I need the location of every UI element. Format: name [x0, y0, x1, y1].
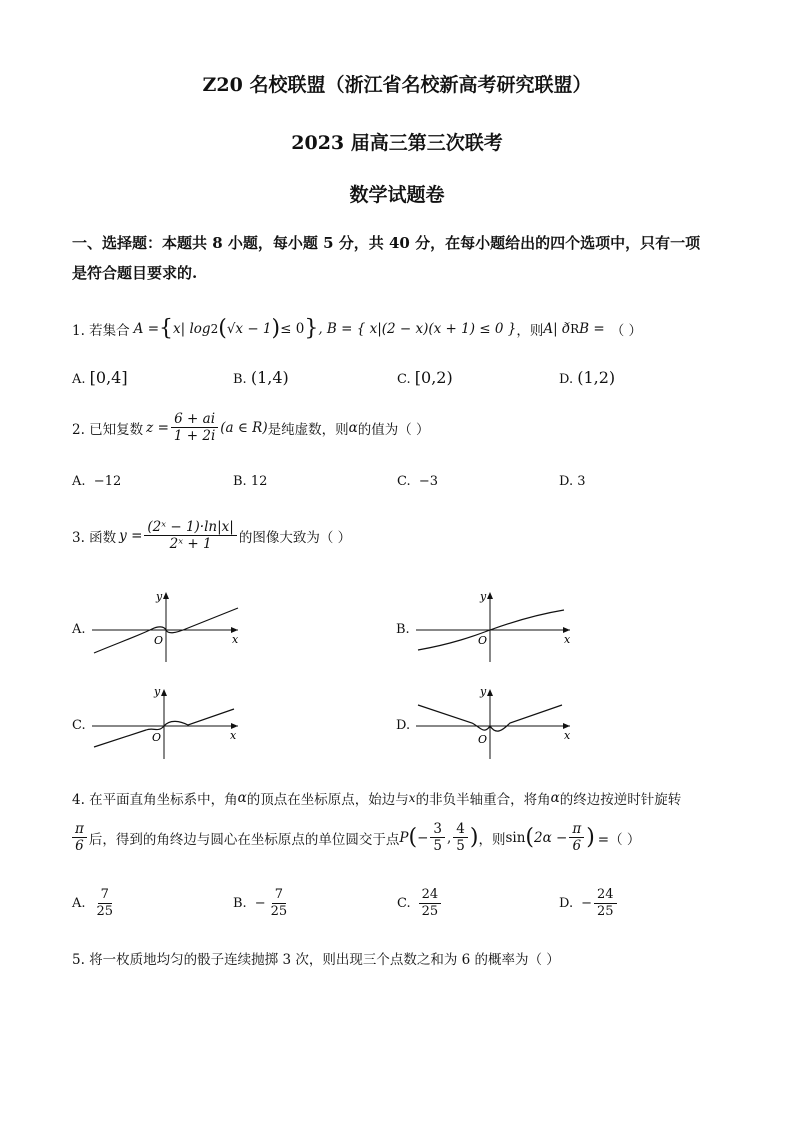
y-axis-arrow	[487, 592, 493, 599]
y-label: y	[154, 685, 161, 698]
q1-set-a-body: x| log	[173, 320, 211, 337]
q4-option-a: A. $\frac{7}{25}$	[72, 887, 114, 919]
q3-graph-a	[88, 586, 248, 666]
q3-fraction: $\frac{\text{(2ˣ − 1)·ln|x|}}{\text{2ˣ + 1}}$	[144, 520, 236, 551]
section-heading-line1: 一、选择题：本题共 8 小题，每小题 5 分，共 40 分，在每小题给出的四个选项中，只有一项	[72, 234, 701, 252]
y-label: y	[480, 685, 487, 698]
q4-point-x: $\frac{3}{5}$	[430, 822, 445, 853]
q4-sin-pi-over-6: $\frac{\pi}{6}$	[569, 822, 584, 853]
q4-x-var: x	[408, 791, 416, 805]
q1-expr-end: B =	[579, 320, 605, 337]
q3-graph-b	[412, 586, 577, 666]
q2-alpha: α	[348, 419, 358, 436]
exam-title-line1: Z20 名校联盟（浙江省名校新高考研究联盟）	[202, 74, 592, 96]
q2-suffix: 的值为（ ）	[357, 421, 430, 438]
q1-expr: A| ð	[543, 320, 571, 337]
q3-graph-c	[88, 683, 248, 763]
question-1: 1. 若集合 A = { x| log 2 ( √x − 1 ) ≤ 0 } , B = { x|(2 − x)(x + 1) ≤ 0 } ，则 A| ð R B = （ ）	[72, 316, 642, 341]
exam-title-line3: 数学试题卷	[349, 184, 445, 206]
q2-text-mid: 是纯虚数，则	[267, 421, 349, 438]
q1-prefix: 1. 若集合	[72, 322, 130, 339]
q1-option-b: B. (1,4)	[233, 368, 289, 387]
q4-sin: sin	[505, 829, 526, 846]
question-4-line1	[72, 788, 681, 808]
q2-z-eq: z =	[146, 419, 169, 436]
q2-option-b: B. 12	[233, 474, 268, 489]
origin-label: O	[478, 733, 488, 746]
q1-set-a-sub: 2	[210, 321, 219, 336]
question-2	[72, 412, 430, 443]
question-3	[72, 520, 351, 551]
q1-answer-paren: （ ）	[610, 322, 642, 339]
q3-option-a-label: A.	[72, 622, 86, 637]
q4-eq-paren: =（ ）	[597, 831, 641, 848]
y-axis-arrow	[487, 689, 493, 696]
q4-alpha: α	[237, 790, 247, 806]
question-5: 5. 将一枚质地均匀的骰子连续抛掷 3 次，则出现三个点数之和为 6 的概率为（ ）	[72, 952, 560, 968]
q4-line2-then: ，则	[478, 831, 506, 848]
q1-set-a-cond: ≤ 0	[280, 320, 305, 337]
question-4-line2: $\frac{\pi}{6}$ 后，得到的角终边与圆心在坐标原点的单位圆交于点 P ( − $\frac{3}{5}$ , $\frac{4}{5}$ ) ，则 sin ( 2α − $\frac{\pi}{6}$ ) =（ ）	[72, 822, 640, 853]
q3-option-c-label: C.	[72, 718, 86, 733]
x-label: x	[564, 729, 571, 742]
q1-suffix: ，则	[516, 322, 544, 339]
q1-expr-sub: R	[570, 321, 580, 336]
y-axis-arrow	[161, 689, 167, 696]
exam-title-line2: 2023 届高三第三次联考	[291, 132, 503, 154]
q4-sin-arg: 2α −	[534, 829, 568, 846]
q1-option-d: D. (1,2)	[559, 368, 616, 387]
q1-set-a-lhs: A =	[133, 320, 160, 337]
origin-label: O	[154, 634, 164, 647]
q4-point-y: $\frac{4}{5}$	[453, 822, 468, 853]
q3-y-eq: y =	[119, 527, 143, 544]
origin-label: O	[478, 634, 488, 647]
q1-option-a: A. [0,4]	[72, 368, 128, 387]
q3-prefix: 3. 函数	[72, 529, 117, 546]
q3-option-d-label: D.	[396, 718, 411, 733]
origin-label: O	[152, 731, 162, 744]
q4-alpha-2: α	[550, 790, 560, 806]
q3-suffix: 的图像大致为（ ）	[238, 529, 352, 546]
q2-option-d: D. 3	[559, 474, 586, 489]
x-label: x	[232, 633, 239, 646]
q4-line2-text: 后，得到的角终边与圆心在坐标原点的单位圆交于点	[88, 831, 400, 848]
x-label: x	[230, 729, 237, 742]
q4-line1-mid2: 的非负半轴重合，将角	[415, 792, 551, 808]
q4-line1-prefix: 4. 在平面直角坐标系中，角	[72, 792, 238, 808]
q4-option-c: C. $\frac{24}{25}$	[397, 888, 443, 918]
q4-line1-suffix: 的终边按逆时针旋转	[559, 792, 682, 808]
q2-prefix: 2. 已知复数	[72, 421, 144, 438]
x-label: x	[564, 633, 571, 646]
q1-set-b: , B = { x|(2 − x)(x + 1) ≤ 0 }	[318, 320, 517, 337]
q2-fraction: $\frac{6 + ai}{1 + 2i}$	[171, 412, 218, 443]
q2-option-a: A. −12	[72, 474, 122, 489]
q4-option-b: B. − $\frac{7}{25}$	[233, 887, 288, 919]
q4-pi-over-6: $\frac{\pi}{6}$	[72, 822, 87, 853]
q4-point-label: P	[399, 829, 409, 846]
q1-option-c: C. [0,2)	[397, 368, 453, 387]
q2-option-c: C. −3	[397, 474, 439, 489]
q3-graph-d	[412, 683, 577, 763]
y-axis-arrow	[163, 592, 169, 599]
y-label: y	[480, 590, 487, 603]
section-heading-line2: 是符合题目要求的.	[72, 264, 198, 282]
q4-line1-mid1: 的顶点在坐标原点，始边与	[246, 792, 409, 808]
q4-option-d: D. − $\frac{24}{25}$	[559, 888, 619, 918]
q2-condition: (a ∈ R)	[220, 419, 268, 436]
q3-option-b-label: B.	[396, 622, 410, 637]
y-label: y	[156, 590, 163, 603]
q1-set-a-arg: √x − 1	[226, 320, 272, 337]
